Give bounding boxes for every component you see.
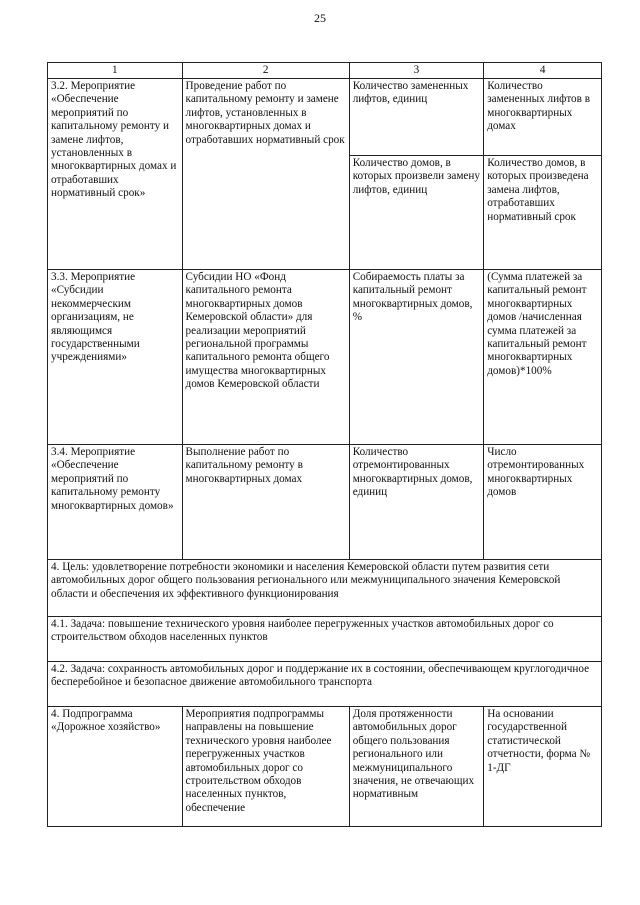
table-row: [48, 79, 602, 156]
task-text: 4.2. Задача: сохранность автомобильных дорог и поддержание их в состоянии, обеспечивающем круглогодичное бесперебойное и безопасное движение автомобильного транспорта: [48, 662, 602, 707]
column-number-2: 2: [182, 63, 349, 79]
measure-description-cell: Мероприятия подпрограммы направлены на повышение технического уровня наиболее перегруженных участков автомобильных дорог со строительством обходов населенных пунктов, обеспечение: [182, 707, 349, 827]
table-header-row: [48, 63, 602, 79]
indicator-method-cell: На основании государственной статистической отчетности, форма № 1-ДГ: [484, 707, 602, 827]
measure-name-cell: 4. Подпрограмма «Дорожное хозяйство»: [48, 707, 183, 827]
task-row: [48, 662, 602, 707]
indicators-table: [47, 62, 602, 827]
indicator-method-cell: Количество домов, в которых произведена замена лифтов, отработавших нормативный срок: [484, 156, 602, 270]
indicator-name-cell: Собираемость платы за капитальный ремонт многоквартирных домов, %: [349, 270, 484, 445]
measure-name-cell: 3.2. Мероприятие «Обеспечение мероприятий по капитальному ремонту и замене лифтов, установленных в многоквартирных домах и отработавших нормативный срок»: [48, 79, 183, 270]
measure-description-cell: Выполнение работ по капитальному ремонту в многоквартирных домах: [182, 445, 349, 560]
task-row: [48, 617, 602, 662]
table-row: [48, 445, 602, 560]
measure-name-cell: 3.3. Мероприятие «Субсидии некоммерческим организациям, не являющимся государственными учреждениями»: [48, 270, 183, 445]
indicator-name-cell: Доля протяженности автомобильных дорог общего пользования регионального или межмуниципального значения, не отвечающих нормативным: [349, 707, 484, 827]
indicator-method-cell: (Сумма платежей за капитальный ремонт многоквартирных домов /начисленная сумма платежей за капитальный ремонт многоквартирных домов)*100%: [484, 270, 602, 445]
table-row: [48, 707, 602, 827]
indicator-name-cell: Количество замененных лифтов, единиц: [349, 79, 484, 156]
measure-name-cell: 3.4. Мероприятие «Обеспечение мероприятий по капитальному ремонту многоквартирных домов»: [48, 445, 183, 560]
task-text: 4.1. Задача: повышение технического уровня наиболее перегруженных участков автомобильных дорог со строительством обходов населенных пунктов: [48, 617, 602, 662]
indicator-method-cell: Количество замененных лифтов в многоквартирных домах: [484, 79, 602, 156]
goal-text: 4. Цель: удовлетворение потребности экономики и населения Кемеровской области путем развития сети автомобильных дорог общего пользования регионального или межмуниципального значения Кемеровской области и обеспечения их эффективного функционирования: [48, 560, 602, 617]
page-number: 25: [314, 11, 326, 25]
indicator-name-cell: Количество домов, в которых произвели замену лифтов, единиц: [349, 156, 484, 270]
column-number-4: 4: [484, 63, 602, 79]
indicator-name-cell: Количество отремонтированных многоквартирных домов, единиц: [349, 445, 484, 560]
indicator-method-cell: Число отремонтированных многоквартирных домов: [484, 445, 602, 560]
measure-description-cell: Субсидии НО «Фонд капитального ремонта многоквартирных домов Кемеровской области» для реализации мероприятий региональной программы капитального ремонта общего имущества многоквартирных домов Кемеровской области: [182, 270, 349, 445]
column-number-1: 1: [48, 63, 183, 79]
measure-description-cell: Проведение работ по капитальному ремонту и замене лифтов, установленных в многоквартирных домах и отработавших нормативный срок: [182, 79, 349, 270]
table-row: [48, 270, 602, 445]
goal-row: [48, 560, 602, 617]
column-number-3: 3: [349, 63, 484, 79]
